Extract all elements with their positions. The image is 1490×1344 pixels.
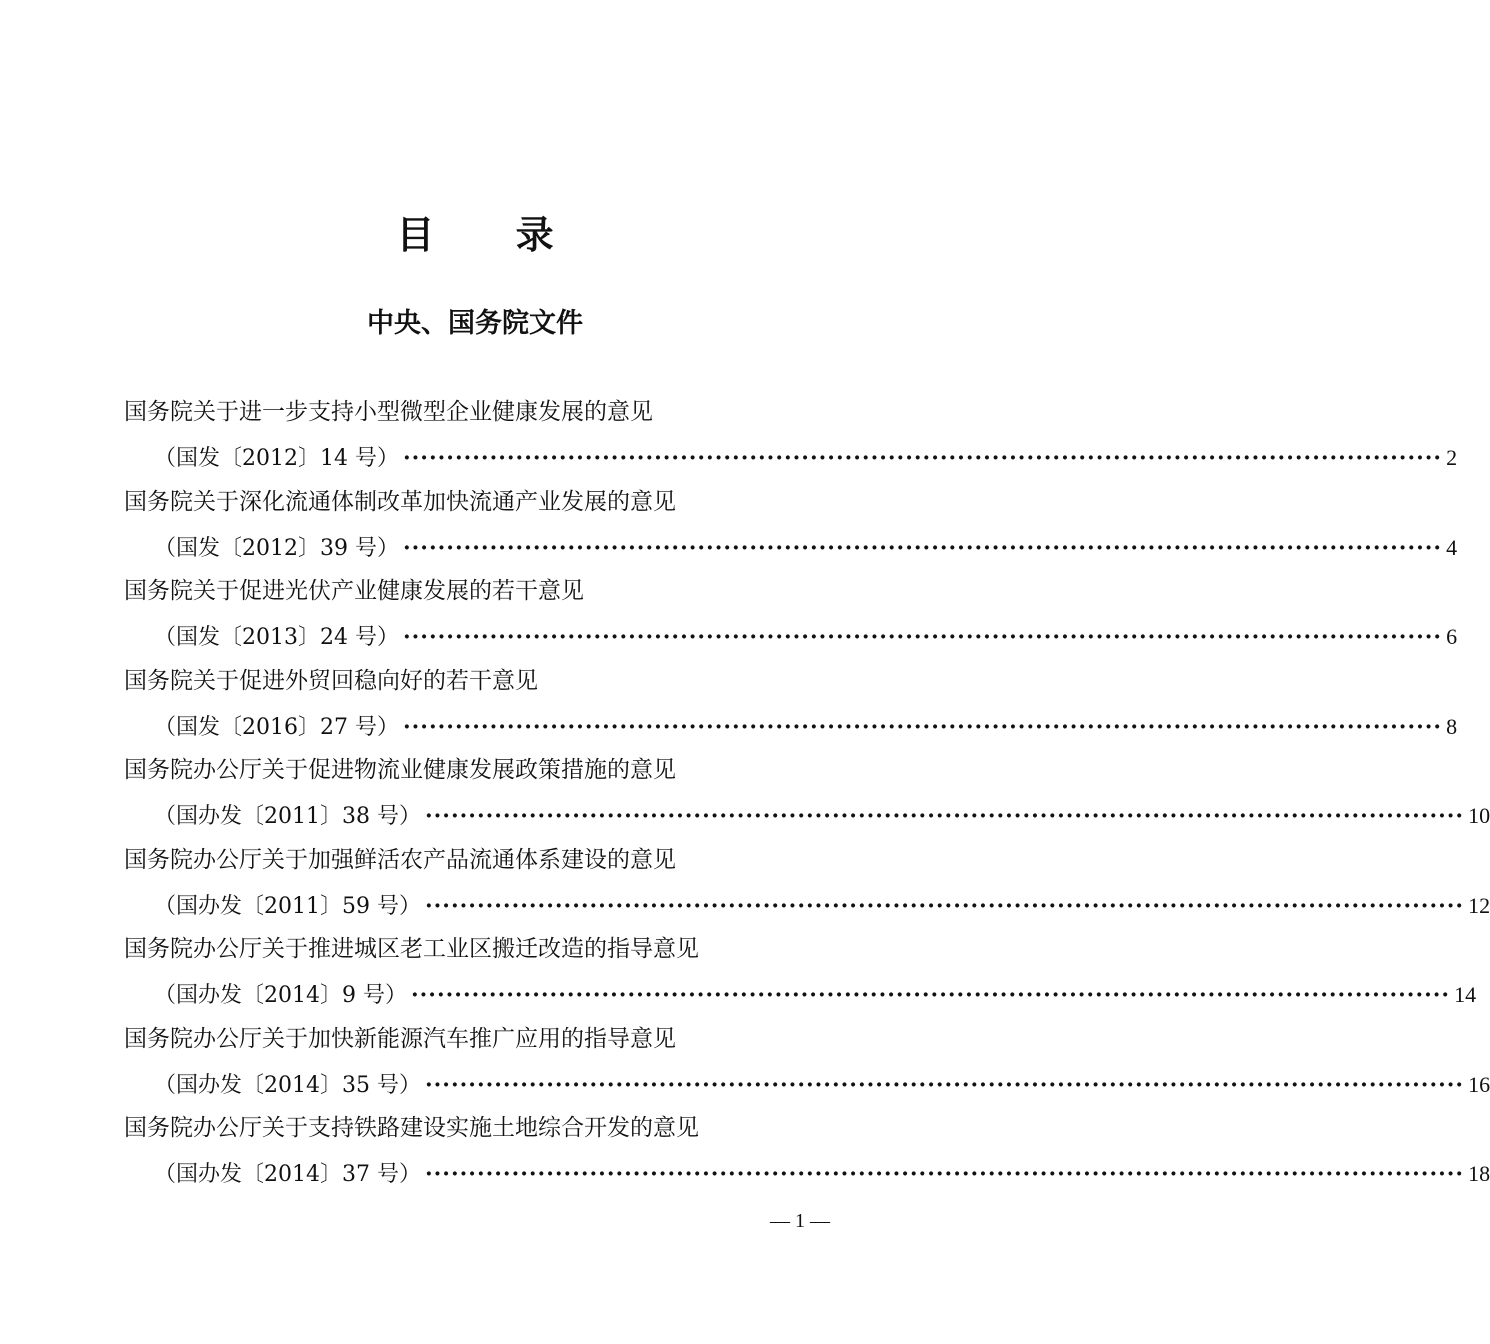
toc-entry-reference-line xyxy=(154,436,1458,480)
toc-entry[interactable] xyxy=(124,1017,1490,1107)
toc-entry-page-number: 6 xyxy=(1446,624,1458,649)
section-title: 中央、国务院文件 xyxy=(367,308,583,339)
toc-entry-reference-line xyxy=(154,615,1458,659)
toc-entry-document-number: （国办发〔2014〕9 号） xyxy=(154,983,407,1008)
page-title: 目 录 xyxy=(396,213,588,257)
toc-entry-page-number: 8 xyxy=(1446,713,1458,739)
toc-entry-document-number: （国办发〔2014〕37 号） xyxy=(154,1162,421,1187)
dot-leader: ························································································································ xyxy=(402,713,1443,740)
dot-leader: ························································································································ xyxy=(424,892,1465,919)
toc-entry[interactable] xyxy=(124,838,1490,928)
toc-entry-document-number: （国办发〔2014〕35 号） xyxy=(154,1072,421,1098)
toc-entry-reference-line xyxy=(154,1152,1490,1196)
page-number-footer: — 1 — xyxy=(770,1210,830,1232)
toc-entry-page-number: 16 xyxy=(1468,1071,1490,1097)
toc-entry[interactable] xyxy=(124,927,1477,1017)
dot-leader: ························································································································ xyxy=(424,1161,1465,1187)
toc-entry-page-number: 4 xyxy=(1446,534,1458,560)
toc-entry-title: 国务院关于促进外贸回稳向好的若干意见 xyxy=(124,667,538,694)
toc-entry-document-number: （国发〔2013〕24 号） xyxy=(154,625,399,650)
dot-leader: ························································································································ xyxy=(402,534,1443,561)
toc-entry[interactable] xyxy=(124,390,1458,480)
toc-entry-title: 国务院办公厅关于加强鲜活农产品流通体系建设的意见 xyxy=(124,846,676,873)
dot-leader: ························································································································ xyxy=(424,1071,1465,1098)
toc-entry-title: 国务院办公厅关于推进城区老工业区搬迁改造的指导意见 xyxy=(124,936,699,962)
toc-entry-title: 国务院办公厅关于支持铁路建设实施土地综合开发的意见 xyxy=(124,1115,699,1141)
toc-entry[interactable] xyxy=(124,569,1458,659)
toc-entry-reference-line xyxy=(154,794,1490,838)
toc-entry-reference-line xyxy=(154,884,1490,928)
toc-entry[interactable] xyxy=(124,659,1458,749)
toc-entry-document-number: （国发〔2012〕14 号） xyxy=(154,446,399,471)
dot-leader: ························································································································ xyxy=(402,624,1443,650)
toc-entry-title: 国务院关于深化流通体制改革加快流通产业发展的意见 xyxy=(124,488,676,515)
toc-entry-title: 国务院关于进一步支持小型微型企业健康发展的意见 xyxy=(124,399,653,425)
toc-entry-reference-line xyxy=(154,973,1477,1017)
toc-entry-title: 国务院关于促进光伏产业健康发展的若干意见 xyxy=(124,578,584,604)
toc-entry-document-number: （国办发〔2011〕59 号） xyxy=(154,893,421,919)
toc-entry-document-number: （国发〔2016〕27 号） xyxy=(154,714,399,740)
toc-entry-document-number: （国发〔2012〕39 号） xyxy=(154,535,399,561)
dot-leader: ························································································································ xyxy=(402,445,1443,471)
dot-leader: ························································································································ xyxy=(424,803,1465,829)
toc-entry[interactable] xyxy=(124,748,1490,838)
toc-entry-document-number: （国办发〔2011〕38 号） xyxy=(154,804,421,829)
toc-entry[interactable] xyxy=(124,480,1458,570)
toc-entry-reference-line xyxy=(154,705,1458,749)
toc-entry-title: 国务院办公厅关于促进物流业健康发展政策措施的意见 xyxy=(124,757,676,783)
toc-entry-page-number: 18 xyxy=(1468,1161,1490,1186)
toc-entry-title: 国务院办公厅关于加快新能源汽车推广应用的指导意见 xyxy=(124,1025,676,1052)
toc-entry-page-number: 2 xyxy=(1446,445,1458,470)
toc-entry-page-number: 12 xyxy=(1468,892,1490,918)
toc-entry-page-number: 14 xyxy=(1454,982,1477,1007)
toc-entry-reference-line xyxy=(154,1063,1490,1107)
toc-entry-page-number: 10 xyxy=(1468,803,1490,828)
dot-leader: ························································································································ xyxy=(410,982,1451,1008)
toc-entry[interactable] xyxy=(124,1106,1490,1196)
toc-entry-reference-line xyxy=(154,526,1458,570)
